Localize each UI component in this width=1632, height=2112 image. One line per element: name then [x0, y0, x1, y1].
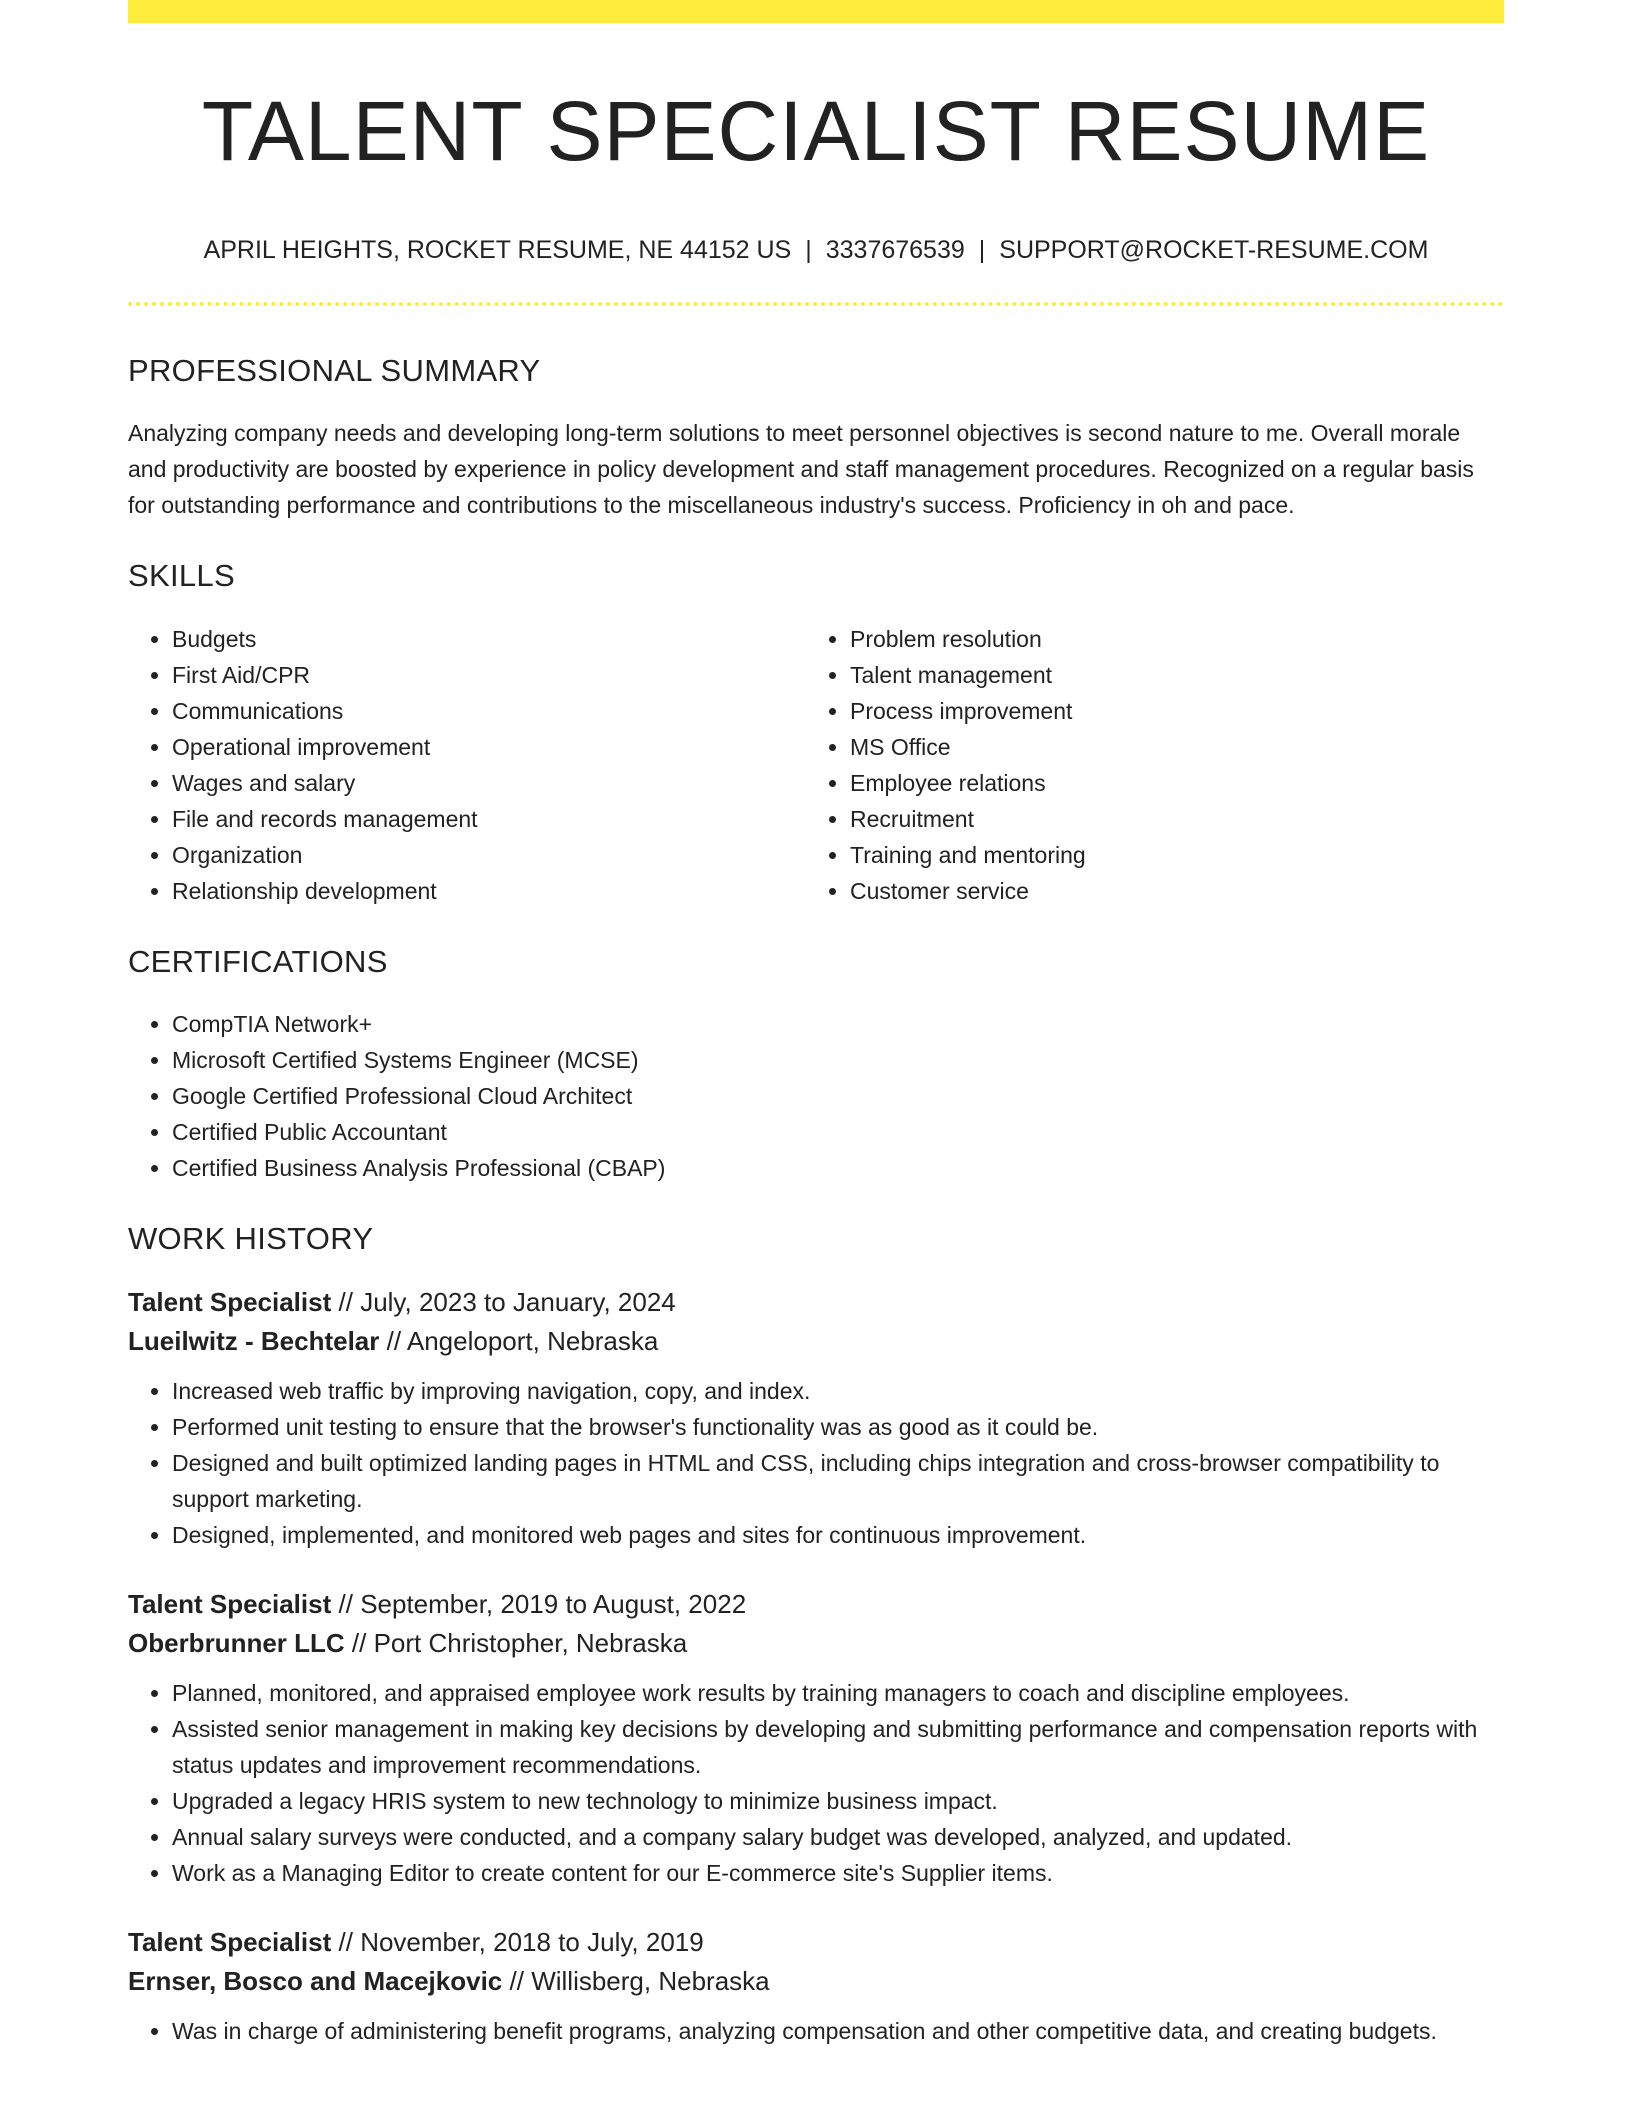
certification-item: • Certified Public Accountant [172, 1114, 1504, 1150]
skill-item: • Employee relations [850, 765, 1484, 801]
separator: // [351, 1628, 367, 1659]
job-company: Oberbrunner LLC [128, 1628, 345, 1659]
job-title-line [128, 1923, 1504, 1962]
job-location: Willisberg, Nebraska [531, 1966, 770, 1997]
skills-column-left [128, 621, 806, 909]
certification-item: • Microsoft Certified Systems Engineer (MCSE) [172, 1042, 1504, 1078]
certifications-list [128, 1006, 1504, 1186]
contact-phone: 3337676539 [825, 235, 965, 264]
job-title-line [128, 1283, 1504, 1322]
job-dates: September, 2019 to August, 2022 [360, 1589, 747, 1620]
job-bullets [128, 1675, 1504, 1891]
summary-text: Analyzing company needs and developing long-term solutions to meet personnel objectives is second nature to me. Overall morale and productivity are boosted by experience in policy development and staff management procedures. Recognized on a regular basis for outstanding performance and contributions to the miscellaneous industry's success. Proficiency in oh and pace. [128, 420, 1474, 519]
job-bullet: • Upgraded a legacy HRIS system to new technology to minimize business impact. [172, 1783, 1504, 1819]
job-title: Talent Specialist [128, 1927, 332, 1958]
job-bullet: • Assisted senior management in making key decisions by developing and submitting performance and compensation reports with status updates and improvement recommendations. [172, 1711, 1504, 1783]
skill-item: • Problem resolution [850, 621, 1484, 657]
job-entry [128, 1585, 1504, 1891]
certifications-heading: CERTIFICATIONS [128, 943, 388, 979]
skill-item: • First Aid/CPR [172, 657, 806, 693]
contact-address: APRIL HEIGHTS, ROCKET RESUME, NE 44152 US [203, 235, 792, 264]
contact-line [128, 234, 1504, 267]
separator: // [509, 1966, 524, 1997]
separator: // [338, 1589, 353, 1620]
job-company: Ernser, Bosco and Macejkovic [128, 1966, 503, 1997]
job-title: Talent Specialist [128, 1589, 332, 1620]
job-bullet: • Annual salary surveys were conducted, and a company salary budget was developed, analyzed, and updated. [172, 1819, 1504, 1855]
contact-email: SUPPORT@ROCKET-RESUME.COM [999, 235, 1429, 264]
skill-item: • Process improvement [850, 693, 1484, 729]
job-title-line [128, 1585, 1504, 1624]
skills-list-left [128, 621, 806, 909]
skill-item: • Relationship development [172, 873, 806, 909]
summary-heading: PROFESSIONAL SUMMARY [128, 353, 541, 389]
skill-item: • Wages and salary [172, 765, 806, 801]
certification-item: • Google Certified Professional Cloud Architect [172, 1078, 1504, 1114]
job-bullet: • Increased web traffic by improving navigation, copy, and index. [172, 1373, 1504, 1409]
job-dates: November, 2018 to July, 2019 [360, 1927, 704, 1958]
skill-item: • Training and mentoring [850, 837, 1484, 873]
job-company-line [128, 1322, 1504, 1361]
skill-item: • Communications [172, 693, 806, 729]
job-location: Angeloport, Nebraska [406, 1326, 659, 1357]
accent-top-bar [128, 0, 1504, 23]
job-dates: July, 2023 to January, 2024 [360, 1287, 676, 1318]
skill-item: • MS Office [850, 729, 1484, 765]
resume-title: TALENT SPECIALIST RESUME [201, 84, 1431, 178]
skill-item: • Talent management [850, 657, 1484, 693]
separator: // [386, 1326, 402, 1357]
certification-item: • Certified Business Analysis Professional (CBAP) [172, 1150, 1504, 1186]
certification-item: • CompTIA Network+ [172, 1006, 1504, 1042]
job-company-line [128, 1962, 1504, 2001]
job-company: Lueilwitz - Bechtelar [128, 1326, 380, 1357]
job-bullet: • Planned, monitored, and appraised employee work results by training managers to coach and discipline employees. [172, 1675, 1504, 1711]
job-location: Port Christopher, Nebraska [373, 1628, 688, 1659]
job-bullet: • Work as a Managing Editor to create content for our E-commerce site's Supplier items. [172, 1855, 1504, 1891]
separator: // [338, 1927, 353, 1958]
skills-list-right [806, 621, 1484, 909]
job-title: Talent Specialist [128, 1287, 332, 1318]
job-company-line [128, 1624, 1504, 1663]
separator: // [338, 1287, 353, 1318]
skill-item: • Organization [172, 837, 806, 873]
work-history-heading: WORK HISTORY [128, 1220, 374, 1256]
skill-item: • Operational improvement [172, 729, 806, 765]
skill-item: • Recruitment [850, 801, 1484, 837]
dotted-divider [128, 302, 1504, 306]
skill-item: • Budgets [172, 621, 806, 657]
job-bullets [128, 1373, 1504, 1553]
resume-content [128, 23, 1504, 2049]
job-bullet: • Was in charge of administering benefit programs, analyzing compensation and other competitive data, and creating budgets. [172, 2013, 1504, 2049]
job-entry [128, 1923, 1504, 2049]
skill-item: • File and records management [172, 801, 806, 837]
skill-item: • Customer service [850, 873, 1484, 909]
job-entry [128, 1283, 1504, 1553]
job-bullet: • Designed, implemented, and monitored web pages and sites for continuous improvement. [172, 1517, 1504, 1553]
job-bullet: • Performed unit testing to ensure that the browser's functionality was as good as it could be. [172, 1409, 1504, 1445]
skills-column-right [806, 621, 1484, 909]
skills-columns [128, 621, 1504, 909]
contact-separator: | [978, 235, 986, 264]
job-bullets [128, 2013, 1504, 2049]
contact-separator: | [805, 235, 812, 264]
skills-heading: SKILLS [128, 558, 235, 594]
job-bullet: • Designed and built optimized landing pages in HTML and CSS, including chips integration and cross-browser compatibility to support marketing. [172, 1445, 1504, 1517]
